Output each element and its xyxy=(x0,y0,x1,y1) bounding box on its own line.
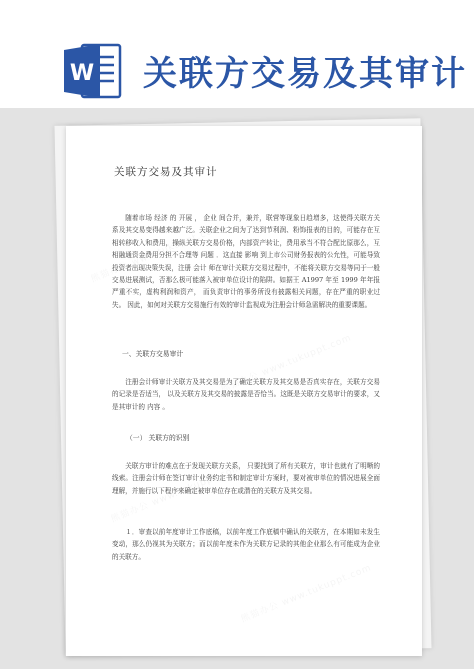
document-page xyxy=(66,126,422,656)
paragraph-identification: 关联方审计的难点在于发现关联方关系， 只要找到了所有关联方，审计也就有了明晰的线索。注册会计师在签订审计业务约定书和制定审计方案时，要对被审单位的情况进展全面理解，并施行以下程序来确定被审单位存在或潜在的关联方及其交易。 xyxy=(112,462,380,495)
document-title: 关联方交易及其审计 xyxy=(114,166,218,178)
paragraph-procedure-1: １．审查以前年度审计工作底稿，以前年度工作底稿中确认的关联方，在本期如未发生变动，那么仍视其为关联方；而以前年度未作为关联方记录的其他企业那么有可能成为企业的关联方。 xyxy=(112,528,380,561)
banner-title: 关联方交易及其审计 xyxy=(143,54,467,94)
watermark xyxy=(239,560,374,624)
word-document-icon xyxy=(64,41,122,101)
subsection-heading: （一） 关联方的识别 xyxy=(126,434,190,442)
paragraph-intro: 随着市场 经济 的 开展 ， 企业 间合并，兼并，联营等现象日趋增多，这使得关联方关系及其交易变得越来越广泛。关联企业之间为了达到节利润、粉饰报表的目的，可能存在互相转移收入和费用，操纵关联方交易价格，内部资产转让，费用承当不符合配比原那么，互相融通资金费用分担不合理等 问题 ．这直接 影响 到上市公司财务报表的公允性，可能导致投资者出现决策失误，注册 会计 师在审计关联方交易过程中，不能将关联方交易等同于一般交易进展测试，否那么极可能落入被审单位设计的陷阱。如据王 A1997 年至 1999 年年报严重不实，虚构利润和资产， 而负责审计的事务所没有披露相关问题，存在严重的职业过失。 因此，如何对关联方交易施行有效的审计监视成为注册会计师急需解决的重要课题。 xyxy=(112,214,380,309)
section-heading: 一、关联方交易审计 xyxy=(122,350,184,358)
word-icon-letter: W xyxy=(69,61,95,86)
header-banner xyxy=(0,0,474,120)
paragraph-purpose: 注册会计师审计关联方及其交易是为了确定关联方及其交易是否真实存在，关联方交易的记录是否适当， 以及关联方及其交易的披露是否恰当。这既是关联方交易审计的要求，又是其审计的 内容 。 xyxy=(112,378,380,411)
